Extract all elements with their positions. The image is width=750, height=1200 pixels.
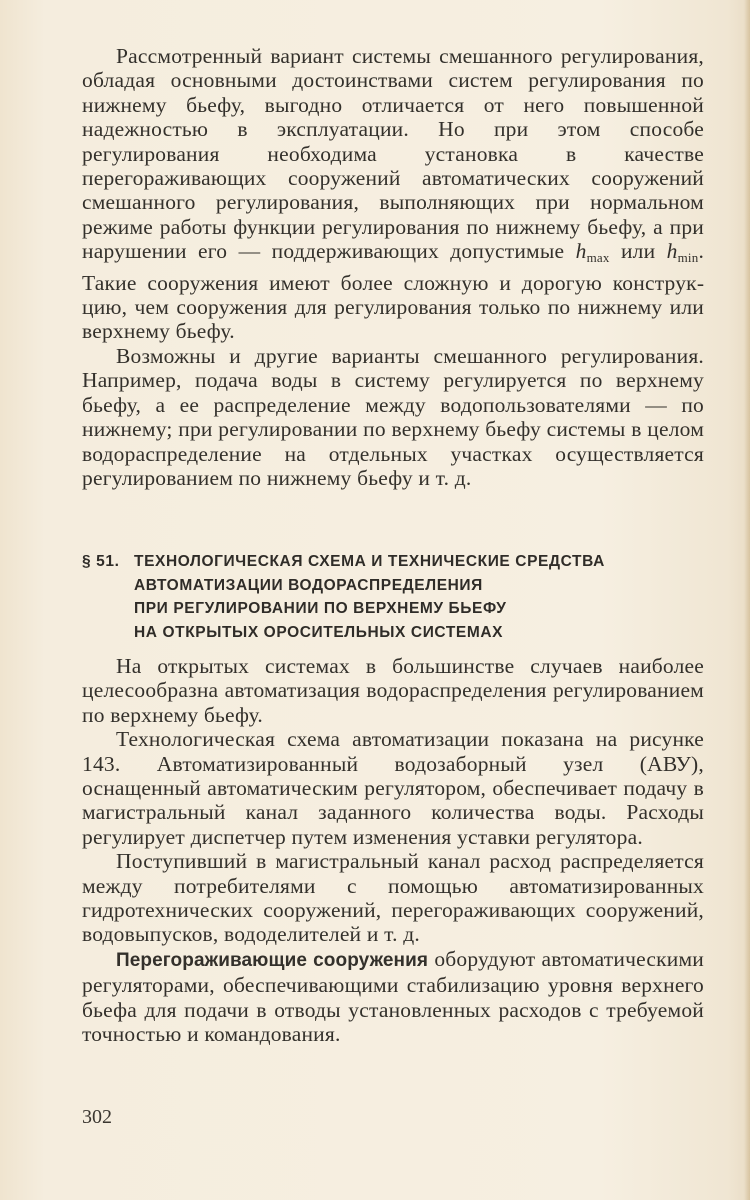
text-block-top [82,44,704,490]
paragraph-open-systems: На открытых системах в большинстве случаев наиболее целесообразна автоматизация водораспределения регулированием по верхнему бьефу. [82,654,704,727]
heading-line-2: АВТОМАТИЗАЦИИ ВОДОРАСПРЕДЕЛЕНИЯ [134,576,483,594]
paragraph-other-variants: Возможны и другие варианты смешанного регулирования. Например, подача воды в систему регулируется по верхнему бьефу, а ее распределение между водопользователями — по нижнему; при регулировании по верхнему бьефу системы в целом водораспределение на отдельных участках осуществляется регулированием по нижнему бьефу и т. д. [82,343,704,490]
heading-line-4: НА ОТКРЫТЫХ ОРОСИТЕЛЬНЫХ СИСТЕМАХ [134,623,504,641]
h-max-symbol: $h_{max}$ [575,239,610,266]
paragraph-barrier-structures: Перегораживающие сооружения оборудуют автоматическими регуляторами, обеспечивающими стабилизацию уровня верхнего бьефа для подачи в отводы установленных расходов с требуемой точностью и командования. [82,946,704,1047]
paragraph-flow-distribution: Поступивший в магистральный канал расход распределяется между потребителями с помощью автоматизированных гидротехнических сооружений, перегораживающих сооружений, водовыпусков, вододелителей и т. д. [82,849,704,947]
heading-line-3: ПРИ РЕГУЛИРОВАНИИ ПО ВЕРХНЕМУ БЬЕФУ [134,600,507,617]
bold-term: Перегораживающие сооружения [116,949,429,971]
page-edge-shadow [744,0,750,1200]
section-heading [82,550,704,644]
h-min-symbol: $h_{min}$ [666,239,699,266]
heading-line-1: ТЕХНОЛОГИЧЕСКАЯ СХЕМА И ТЕХНИЧЕСКИЕ СРЕДСТВА [134,553,605,570]
section-number: § 51. [82,553,120,570]
paragraph-mixed-regulation-variant: Рассмотренный вариант системы смешанного регулирования, обладая основными достоинствами систем регулирования по нижнему бьефу, выгодно отличается от него повышенной надежностью в эксплуатации. Но при этом способе регулирования необходима установка в качестве перегораживающих сооружений автоматических сооружений смешанного регулирования, выполняющих при нормальном режиме работы функции регулирования по нижнему бьефу, а при нарушении его — поддерживающих допустимые $h_{max}$ или $h_{min}$. Такие сооружения имеют более сложную и дорогую конструкцию, чем сооружения для регулирования только по нижнему или верхнему бьефу. [82,44,705,344]
text-block-bottom [82,654,704,1047]
page-number: 302 [82,1106,112,1128]
paragraph-technological-scheme: Технологическая схема автоматизации показана на рисунке 143. Автоматизированный водозаборный узел (АВУ), оснащенный автоматическим регулятором, обеспечивает подачу в магистральный канал заданного количества воды. Расходы регулирует диспетчер путем изменения уставки регулятора. [82,727,704,849]
